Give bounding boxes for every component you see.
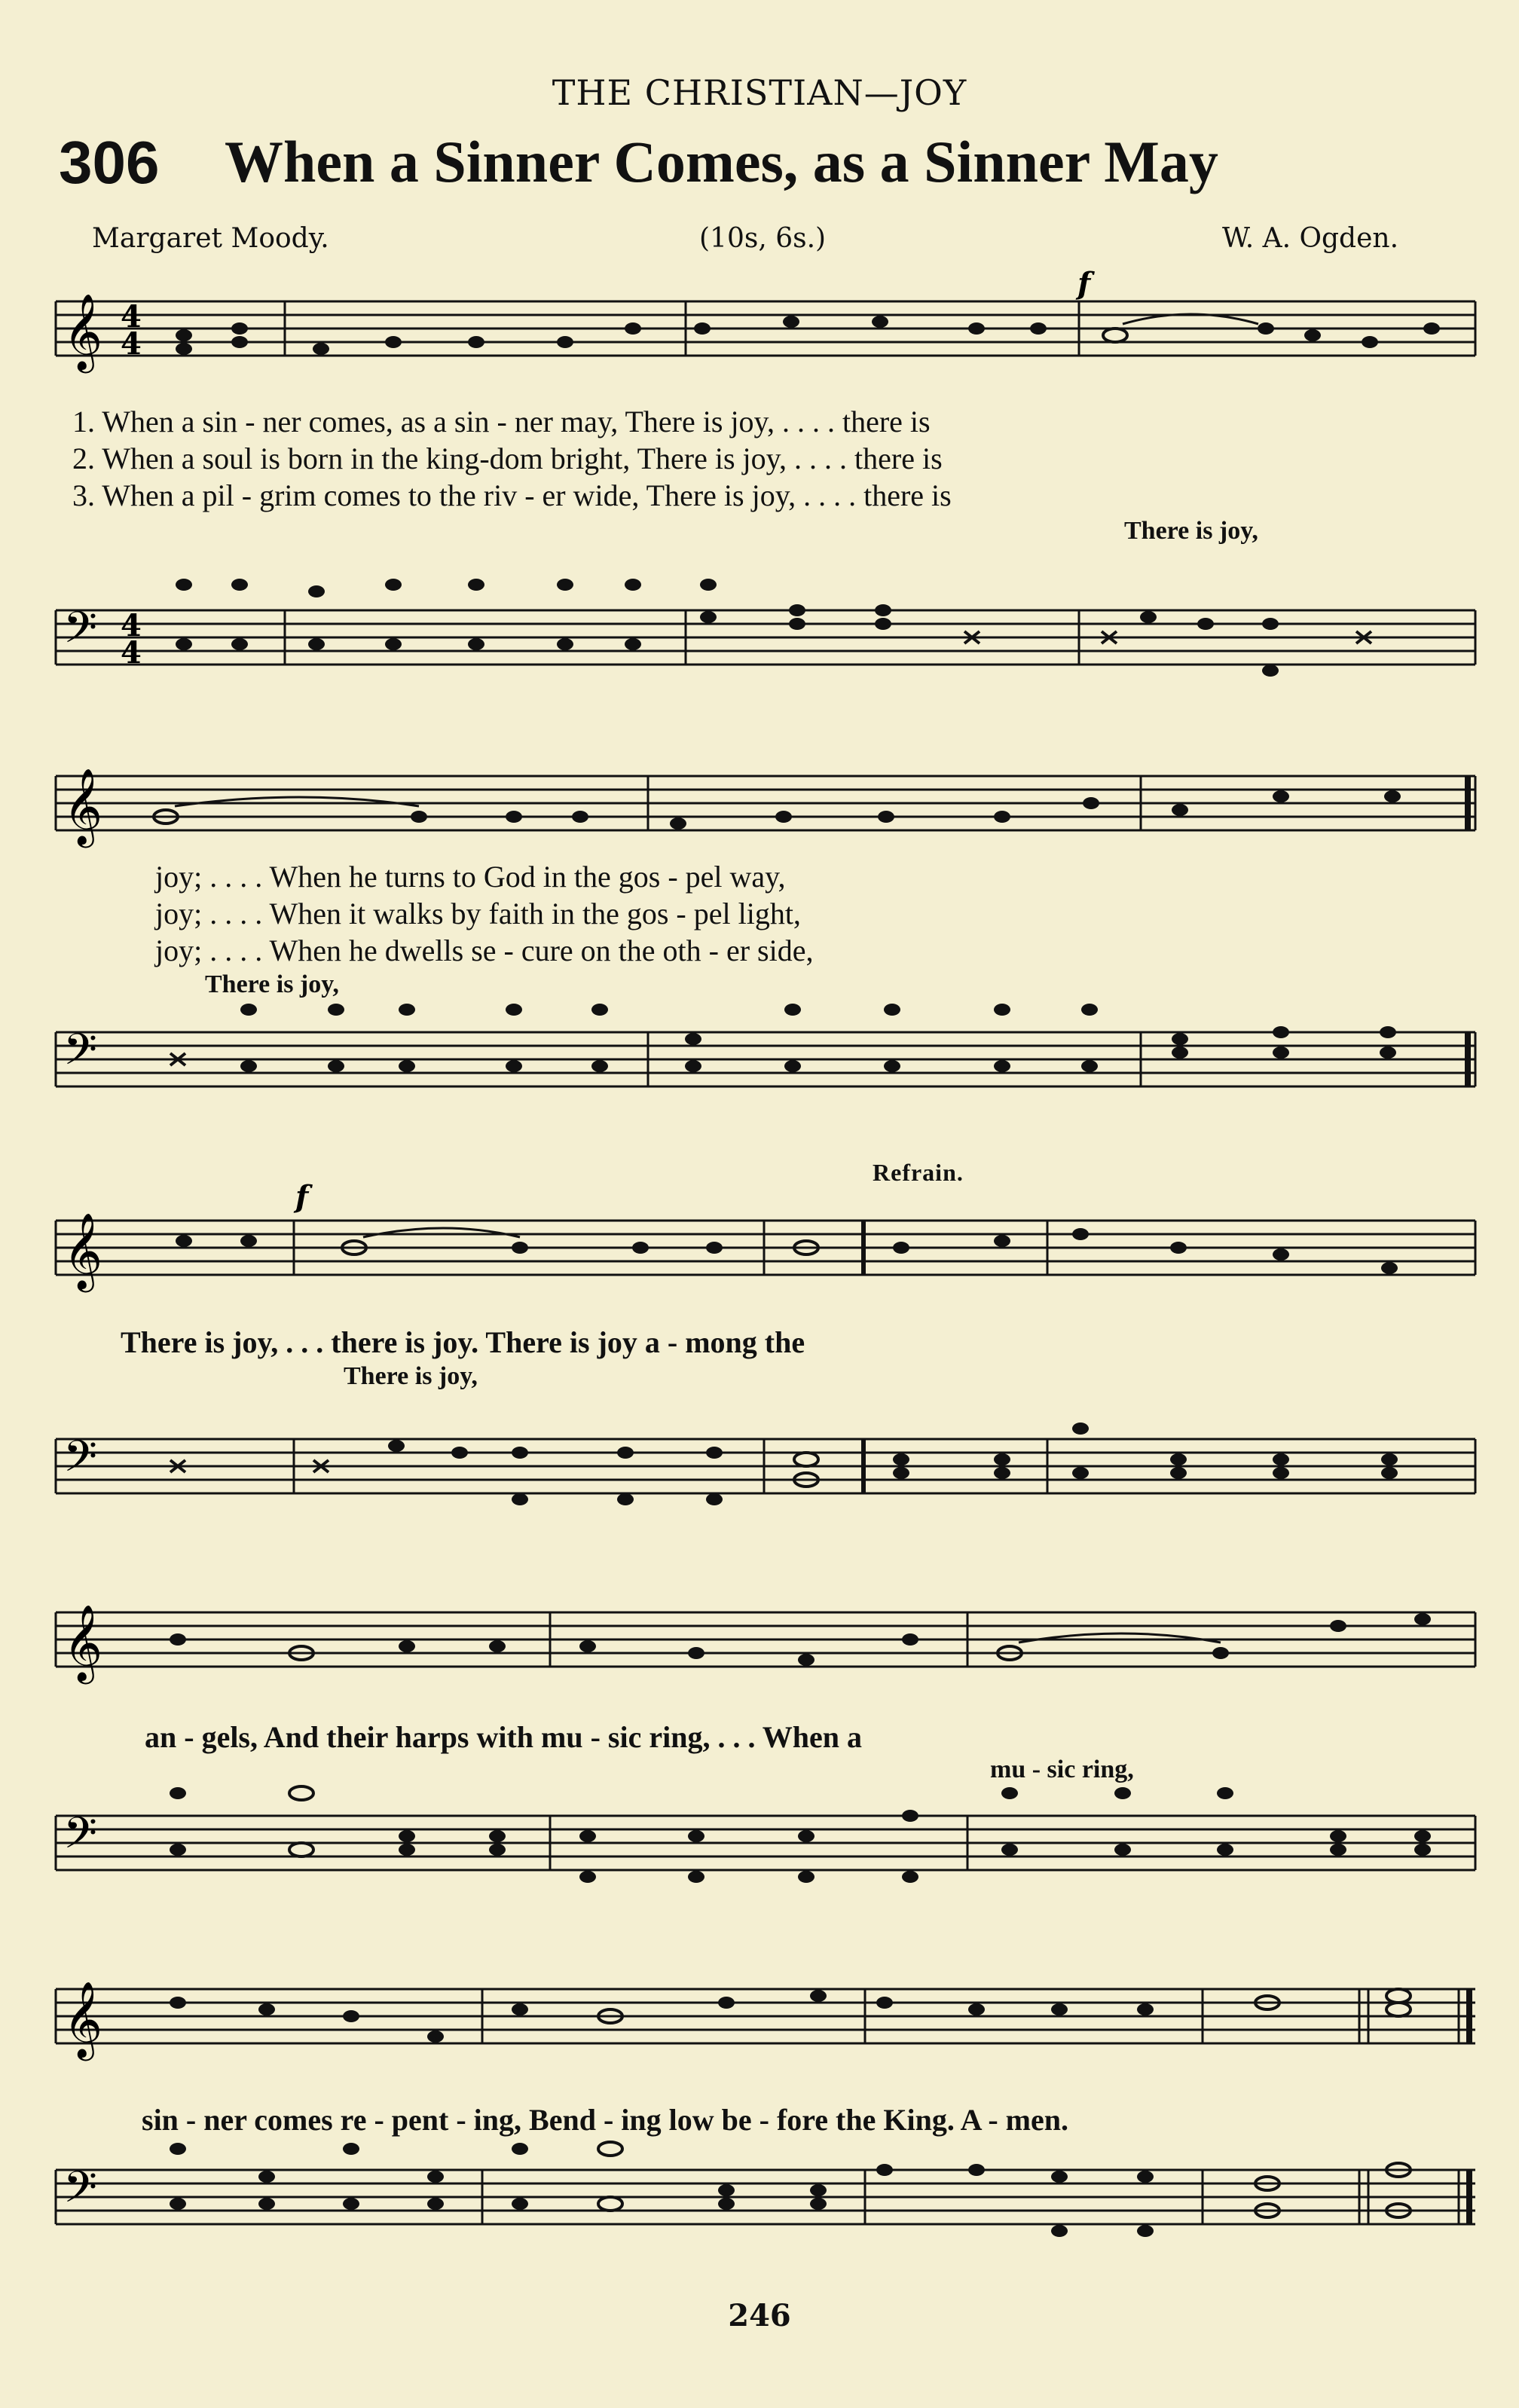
svg-text:4: 4 <box>121 635 142 671</box>
refrain-label: Refrain. <box>873 1159 964 1186</box>
dynamic-forte: f <box>1077 266 1091 301</box>
dynamic-forte-refrain: f <box>295 1179 309 1215</box>
page-number: 246 <box>728 2298 791 2333</box>
system-4-bass-staff <box>0 1793 1519 1899</box>
svg-text:4: 4 <box>121 326 142 362</box>
svg-text:𝄢: 𝄢 <box>63 1024 98 1086</box>
hymn-title: When a Sinner Comes, as a Sinner May <box>225 129 1218 194</box>
system-1-verse-2: 2. When a soul is born in the king-dom bright, There is joy, . . . . there is <box>72 442 943 475</box>
system-5-bass-staff <box>0 2155 1519 2260</box>
system-1-treble-staff <box>0 266 1519 384</box>
hymn-number: 306 <box>59 129 160 196</box>
system-5-lyrics: sin - ner comes re - pent - ing, Bend - ing low be - fore the King. A - men. <box>142 2103 1068 2137</box>
system-2-treble-staff <box>0 769 1519 844</box>
system-2-verse-2: joy; . . . . When it walks by faith in the gos - pel light, <box>155 897 801 931</box>
system-3-bass-staff <box>0 1401 1519 1522</box>
system-2-verse-3: joy; . . . . When he dwells se - cure on the oth - er side, <box>155 934 814 967</box>
svg-text:𝄞: 𝄞 <box>63 1212 103 1289</box>
system-3-treble-staff <box>0 1179 1519 1289</box>
words-credit: Margaret Moody. <box>92 223 329 254</box>
music-credit: W. A. Ogden. <box>1222 223 1399 254</box>
system-3-bass-cue: There is joy, <box>344 1362 478 1390</box>
system-5-treble-staff <box>0 1966 1519 2057</box>
system-2-verse-1: joy; . . . . When he turns to God in the gos - pel way, <box>155 860 786 894</box>
svg-text:4: 4 <box>121 299 142 335</box>
svg-text:𝄢: 𝄢 <box>63 1808 98 1869</box>
system-2-bass-cue: There is joy, <box>205 970 339 998</box>
section-title: THE CHRISTIAN—JOY <box>552 72 967 113</box>
system-4-treble-staff <box>0 1590 1519 1680</box>
system-1-verse-3: 3. When a pil - grim comes to the riv - er wide, There is joy, . . . . there is <box>72 478 952 512</box>
system-4-alto-cue: mu - sic ring, <box>990 1756 1134 1783</box>
svg-text:𝄞: 𝄞 <box>63 1603 103 1681</box>
svg-text:4: 4 <box>121 608 142 643</box>
system-1-bass-staff <box>0 573 1519 693</box>
system-1-verse-1: 1. When a sin - ner comes, as a sin - ner may, There is joy, . . . . there is <box>72 405 931 439</box>
system-4-lyrics: an - gels, And their harps with mu - sic ring, . . . When a <box>145 1720 862 1754</box>
svg-text:𝄞: 𝄞 <box>63 1980 103 2058</box>
svg-text:𝄢: 𝄢 <box>63 1431 98 1493</box>
svg-text:𝄢: 𝄢 <box>63 602 98 664</box>
meter-label: (10s, 6s.) <box>699 223 827 254</box>
svg-text:𝄞: 𝄞 <box>63 767 103 845</box>
system-1-bass-cue: There is joy, <box>1124 517 1258 545</box>
system-3-lyrics: There is joy, . . . there is joy. There is joy a - mong the <box>121 1325 805 1359</box>
svg-text:𝄞: 𝄞 <box>63 292 103 370</box>
svg-text:𝄢: 𝄢 <box>63 2162 98 2223</box>
system-2-bass-staff <box>0 1010 1519 1115</box>
